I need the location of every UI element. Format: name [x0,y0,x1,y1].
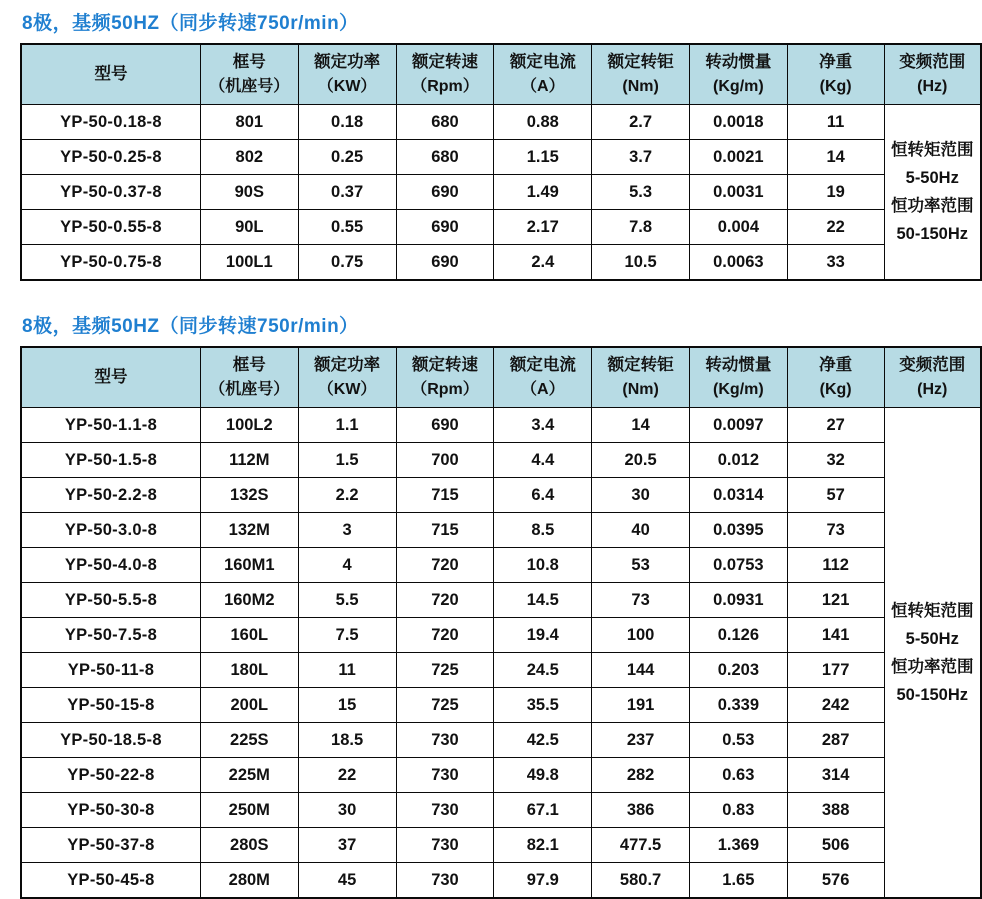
col-header-speed-line1: 额定转速 [411,356,478,375]
col-header-speed-line2: （Rpm） [411,77,479,95]
cell-current: 67.1 [494,793,592,828]
table-row [21,513,981,548]
col-header-current-line2: （A） [521,381,565,399]
col-header-model [21,347,200,408]
cell-torque: 144 [592,653,690,688]
col-header-model [21,44,200,105]
cell-power: 2.2 [298,478,396,513]
cell-speed: 725 [396,653,494,688]
range-line-3: 恒功率范围 [891,197,974,216]
cell-weight: 177 [787,653,884,688]
cell-frame: 112M [200,443,298,478]
cell-frame: 100L1 [200,245,298,281]
col-header-speed-line2: （Rpm） [411,381,479,399]
col-header-power-line1: 额定功率 [314,356,381,375]
cell-torque: 7.8 [592,210,690,245]
col-header-torque-line2: (Nm) [622,77,659,95]
cell-model: YP-50-30-8 [21,793,200,828]
cell-weight: 11 [787,105,884,140]
cell-speed: 720 [396,618,494,653]
col-header-power-line2: （KW） [317,77,377,95]
range-line-4: 50-150Hz [896,225,969,244]
table-row [21,863,981,899]
table-row [21,793,981,828]
cell-inertia: 0.0314 [689,478,787,513]
cell-speed: 700 [396,443,494,478]
cell-model: YP-50-0.55-8 [21,210,200,245]
spec-section-2 [0,303,982,899]
cell-power: 0.55 [298,210,396,245]
cell-frame: 280M [200,863,298,899]
cell-model: YP-50-18.5-8 [21,723,200,758]
cell-torque: 53 [592,548,690,583]
cell-torque: 191 [592,688,690,723]
col-header-current-line2: （A） [521,77,565,95]
cell-power: 7.5 [298,618,396,653]
cell-power: 0.25 [298,140,396,175]
table-row [21,175,981,210]
table-row [21,758,981,793]
cell-power: 30 [298,793,396,828]
cell-speed: 730 [396,793,494,828]
range-line-3: 恒功率范围 [891,657,974,676]
cell-model: YP-50-0.75-8 [21,245,200,281]
table-row [21,478,981,513]
table-header-row [21,44,981,105]
cell-inertia: 0.004 [689,210,787,245]
cell-frame: 180L [200,653,298,688]
range-line-1: 恒转矩范围 [891,141,974,160]
cell-current: 42.5 [494,723,592,758]
cell-torque: 14 [592,408,690,443]
cell-weight: 22 [787,210,884,245]
cell-power: 1.1 [298,408,396,443]
table-row [21,618,981,653]
cell-torque: 237 [592,723,690,758]
cell-frame: 200L [200,688,298,723]
table-row [21,443,981,478]
cell-inertia: 0.0395 [689,513,787,548]
col-header-current-line1: 额定电流 [509,53,576,71]
cell-current: 49.8 [494,758,592,793]
table-row [21,245,981,281]
cell-frame: 160M1 [200,548,298,583]
cell-current: 4.4 [494,443,592,478]
cell-frame: 280S [200,828,298,863]
col-header-torque [592,347,690,408]
cell-inertia: 0.0063 [689,245,787,281]
cell-model: YP-50-0.25-8 [21,140,200,175]
cell-model: YP-50-1.1-8 [21,408,200,443]
cell-speed: 690 [396,245,494,281]
section-title-1: 8极，基频50HZ（同步转速750r/min） [22,13,359,34]
cell-current: 82.1 [494,828,592,863]
table-row [21,548,981,583]
cell-model: YP-50-11-8 [21,653,200,688]
cell-current: 24.5 [494,653,592,688]
cell-frame: 250M [200,793,298,828]
cell-torque: 477.5 [592,828,690,863]
range-line-1: 恒转矩范围 [891,601,974,620]
cell-speed: 720 [396,583,494,618]
cell-frame: 100L2 [200,408,298,443]
cell-frequency-range [884,105,981,281]
cell-model: YP-50-2.2-8 [21,478,200,513]
cell-weight: 14 [787,140,884,175]
col-header-range [884,347,981,408]
cell-model: YP-50-22-8 [21,758,200,793]
cell-torque: 40 [592,513,690,548]
cell-power: 0.18 [298,105,396,140]
cell-weight: 506 [787,828,884,863]
cell-inertia: 0.339 [689,688,787,723]
col-header-model-line1: 型号 [94,64,128,83]
table-row [21,583,981,618]
cell-frame: 160M2 [200,583,298,618]
cell-power: 45 [298,863,396,899]
cell-weight: 576 [787,863,884,899]
table-row [21,723,981,758]
col-header-power-line1: 额定功率 [314,53,381,71]
cell-torque: 73 [592,583,690,618]
cell-model: YP-50-1.5-8 [21,443,200,478]
cell-power: 11 [298,653,396,688]
cell-torque: 2.7 [592,105,690,140]
col-header-torque [592,44,690,105]
cell-current: 2.4 [494,245,592,281]
col-header-power [298,44,396,105]
section-gap [0,281,982,303]
cell-weight: 388 [787,793,884,828]
cell-weight: 121 [787,583,884,618]
col-header-weight-line2: (Kg) [819,381,852,399]
cell-inertia: 0.83 [689,793,787,828]
col-header-frame [200,44,298,105]
cell-torque: 5.3 [592,175,690,210]
col-header-range-line2: (Hz) [917,77,948,95]
cell-weight: 73 [787,513,884,548]
cell-model: YP-50-15-8 [21,688,200,723]
cell-current: 0.88 [494,105,592,140]
cell-current: 1.49 [494,175,592,210]
col-header-weight-line1: 净重 [819,53,853,71]
cell-speed: 730 [396,863,494,899]
col-header-inertia-line1: 转动惯量 [705,53,772,71]
cell-power: 37 [298,828,396,863]
cell-inertia: 0.0931 [689,583,787,618]
col-header-frame-line2: （机座号） [209,77,290,95]
col-header-speed-line1: 额定转速 [411,53,478,71]
cell-frame: 90L [200,210,298,245]
col-header-range-line1: 变频范围 [899,53,966,71]
col-header-speed [396,44,494,105]
cell-inertia: 0.0021 [689,140,787,175]
range-line-2: 5-50Hz [905,169,959,188]
cell-model: YP-50-4.0-8 [21,548,200,583]
cell-power: 1.5 [298,443,396,478]
table-row [21,408,981,443]
cell-torque: 20.5 [592,443,690,478]
section-title-2: 8极，基频50HZ（同步转速750r/min） [22,316,359,338]
spec-table-1 [20,43,982,281]
cell-current: 14.5 [494,583,592,618]
col-header-torque-line1: 额定转钜 [607,356,674,375]
col-header-frame-line1: 框号 [232,356,266,375]
cell-inertia: 0.126 [689,618,787,653]
cell-frame: 225S [200,723,298,758]
cell-current: 3.4 [494,408,592,443]
cell-speed: 715 [396,513,494,548]
cell-speed: 680 [396,140,494,175]
col-header-frame [200,347,298,408]
col-header-torque-line1: 额定转钜 [607,53,674,71]
cell-model: YP-50-5.5-8 [21,583,200,618]
col-header-weight [787,347,884,408]
cell-frame: 225M [200,758,298,793]
cell-current: 10.8 [494,548,592,583]
cell-power: 4 [298,548,396,583]
cell-speed: 715 [396,478,494,513]
cell-power: 22 [298,758,396,793]
cell-model: YP-50-3.0-8 [21,513,200,548]
cell-inertia: 0.0753 [689,548,787,583]
col-header-inertia-line2: (Kg/m) [713,77,764,95]
col-header-inertia [689,347,787,408]
table-row [21,688,981,723]
table-header-row [21,347,981,408]
col-header-power [298,347,396,408]
spec-table-2 [20,346,982,899]
cell-frame: 160L [200,618,298,653]
cell-speed: 690 [396,210,494,245]
cell-current: 2.17 [494,210,592,245]
cell-weight: 112 [787,548,884,583]
cell-frame: 132M [200,513,298,548]
cell-current: 1.15 [494,140,592,175]
cell-speed: 680 [396,105,494,140]
cell-weight: 33 [787,245,884,281]
table-row [21,828,981,863]
col-header-frame-line2: （机座号） [209,381,290,399]
table-row [21,140,981,175]
cell-inertia: 1.65 [689,863,787,899]
col-header-weight-line1: 净重 [819,356,853,375]
cell-torque: 10.5 [592,245,690,281]
cell-current: 8.5 [494,513,592,548]
cell-power: 18.5 [298,723,396,758]
range-line-2: 5-50Hz [905,629,959,648]
col-header-inertia [689,44,787,105]
cell-model: YP-50-7.5-8 [21,618,200,653]
cell-power: 0.75 [298,245,396,281]
col-header-model-line1: 型号 [94,367,128,386]
cell-model: YP-50-37-8 [21,828,200,863]
cell-speed: 730 [396,723,494,758]
cell-speed: 690 [396,408,494,443]
cell-model: YP-50-45-8 [21,863,200,899]
table-row [21,653,981,688]
cell-frame: 90S [200,175,298,210]
cell-weight: 287 [787,723,884,758]
cell-inertia: 0.0018 [689,105,787,140]
cell-inertia: 1.369 [689,828,787,863]
col-header-range [884,44,981,105]
spec-section-1 [0,0,982,281]
cell-inertia: 0.0097 [689,408,787,443]
cell-inertia: 0.203 [689,653,787,688]
cell-weight: 242 [787,688,884,723]
cell-power: 3 [298,513,396,548]
cell-power: 0.37 [298,175,396,210]
cell-inertia: 0.53 [689,723,787,758]
col-header-weight-line2: (Kg) [819,77,852,95]
cell-weight: 141 [787,618,884,653]
cell-weight: 314 [787,758,884,793]
cell-torque: 386 [592,793,690,828]
cell-weight: 27 [787,408,884,443]
cell-current: 35.5 [494,688,592,723]
col-header-current [494,347,592,408]
cell-weight: 32 [787,443,884,478]
cell-frame: 802 [200,140,298,175]
cell-frame: 801 [200,105,298,140]
cell-frequency-range [884,408,981,899]
table-row [21,210,981,245]
range-line-4: 50-150Hz [896,685,969,704]
cell-power: 5.5 [298,583,396,618]
col-header-inertia-line1: 转动惯量 [705,356,772,375]
cell-torque: 282 [592,758,690,793]
cell-model: YP-50-0.18-8 [21,105,200,140]
cell-current: 6.4 [494,478,592,513]
cell-current: 97.9 [494,863,592,899]
cell-power: 15 [298,688,396,723]
col-header-current [494,44,592,105]
cell-speed: 725 [396,688,494,723]
cell-speed: 720 [396,548,494,583]
cell-inertia: 0.63 [689,758,787,793]
col-header-frame-line1: 框号 [232,53,266,71]
cell-torque: 580.7 [592,863,690,899]
col-header-inertia-line2: (Kg/m) [713,381,764,399]
cell-speed: 730 [396,828,494,863]
col-header-weight [787,44,884,105]
cell-torque: 30 [592,478,690,513]
col-header-power-line2: （KW） [317,381,377,399]
col-header-range-line2: (Hz) [917,381,948,399]
cell-torque: 3.7 [592,140,690,175]
col-header-current-line1: 额定电流 [509,356,576,375]
col-header-torque-line2: (Nm) [622,381,659,399]
col-header-speed [396,347,494,408]
cell-inertia: 0.012 [689,443,787,478]
cell-weight: 57 [787,478,884,513]
cell-current: 19.4 [494,618,592,653]
cell-weight: 19 [787,175,884,210]
table-row [21,105,981,140]
cell-model: YP-50-0.37-8 [21,175,200,210]
cell-inertia: 0.0031 [689,175,787,210]
cell-speed: 690 [396,175,494,210]
col-header-range-line1: 变频范围 [899,356,966,375]
cell-frame: 132S [200,478,298,513]
cell-speed: 730 [396,758,494,793]
cell-torque: 100 [592,618,690,653]
